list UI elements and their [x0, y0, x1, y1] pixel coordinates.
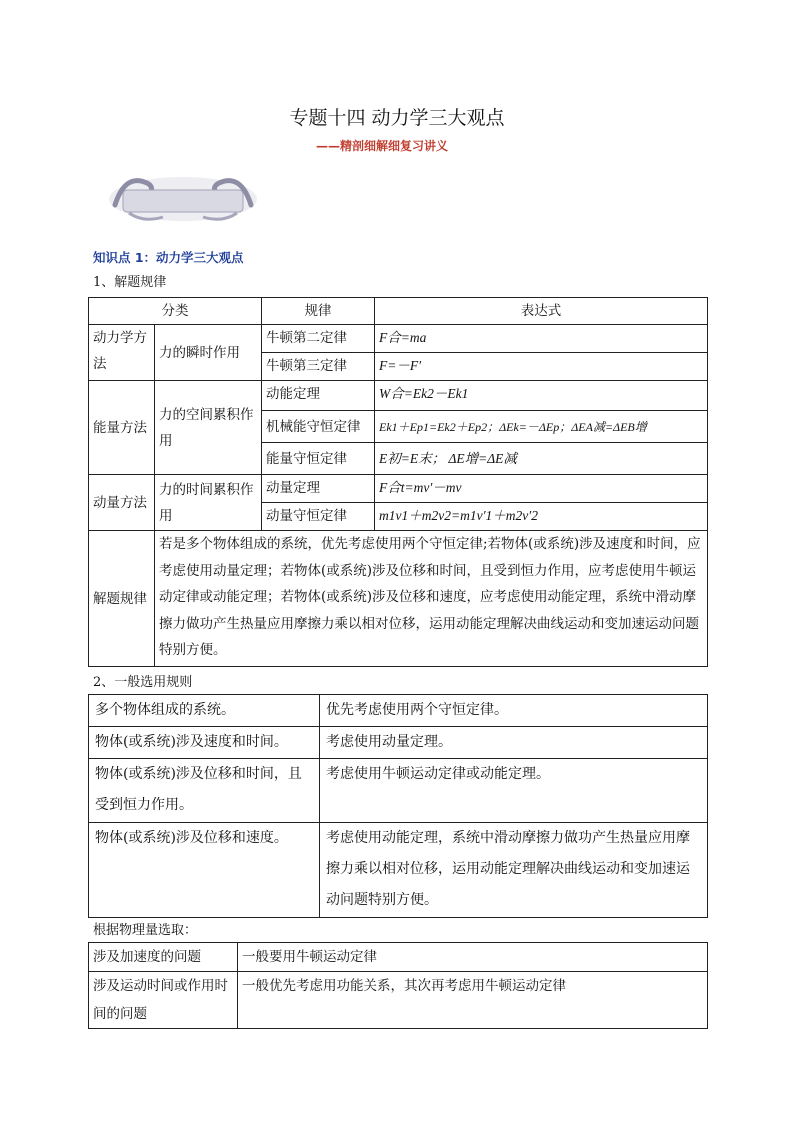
category-cell: 动力学方法 — [89, 325, 155, 381]
section2-title: 2、一般选用规则 — [93, 675, 193, 690]
header-law: 规律 — [262, 298, 375, 325]
rule-text-cell: 若是多个物体组成的系统，优先考虑使用两个守恒定律;若物体(或系统)涉及速度和时间，应考虑使用动量定理；若物体(或系统)涉及位移和时间，且受到恒力作用，应考虑使用牛顿运动定律或动能定理；若物体(或系统)涉及位移和速度，应考虑使用动能定理，系统中滑动摩擦力做功产生热量应用摩擦力乘以相对位移，运用动能定理解决曲线运动和变加速运动问题特别方便。 — [155, 531, 708, 667]
subcategory-cell: 力的空间累积作用 — [155, 381, 262, 475]
formula-cell: F合t=mv′－mv — [375, 475, 708, 503]
condition-cell: 涉及加速度的问题 — [89, 943, 238, 972]
law-cell: 牛顿第二定律 — [262, 325, 375, 353]
review-banner-logo — [103, 165, 263, 227]
law-cell: 动能定理 — [262, 381, 375, 411]
law-cell: 能量守恒定律 — [262, 443, 375, 475]
formula-cell: Ek1＋Ep1=Ek2＋Ep2；ΔEk=－ΔEp；ΔEA减=ΔEB增 — [375, 411, 708, 443]
quantity-selection-table — [88, 942, 708, 1029]
table-row — [89, 727, 708, 759]
selection-rules-table — [88, 694, 708, 918]
table-row — [89, 325, 708, 353]
table-row — [89, 943, 708, 972]
law-cell: 机械能守恒定律 — [262, 411, 375, 443]
table-row — [89, 381, 708, 411]
formula-cell: E初=E末； ΔE增=ΔE减 — [375, 443, 708, 475]
law-cell: 动量守恒定律 — [262, 503, 375, 531]
table-row — [89, 759, 708, 823]
table-row — [89, 823, 708, 918]
table-row — [89, 972, 708, 1029]
header-category: 分类 — [89, 298, 262, 325]
section3-title: 根据物理量选取： — [93, 923, 198, 938]
choice-cell: 考虑使用牛顿运动定律或动能定理。 — [320, 759, 708, 823]
section1-title: 1、解题规律 — [93, 275, 167, 290]
page-title: 专题十四 动力学三大观点 — [289, 107, 505, 129]
choice-cell: 一般要用牛顿运动定律 — [238, 943, 708, 972]
category-cell: 动量方法 — [89, 475, 155, 531]
subcategory-cell: 力的瞬时作用 — [155, 325, 262, 381]
formula-cell: F合=ma — [375, 325, 708, 353]
table-row — [89, 695, 708, 727]
table-row — [89, 531, 708, 667]
condition-cell: 物体(或系统)涉及位移和速度。 — [89, 823, 320, 918]
page-subtitle: ——精剖细解细复习讲义 — [316, 139, 449, 153]
law-cell: 牛顿第三定律 — [262, 353, 375, 381]
rule-label-cell: 解题规律 — [89, 531, 155, 667]
formula-cell: m1v1＋m2v2=m1v′1＋m2v′2 — [375, 503, 708, 531]
condition-cell: 物体(或系统)涉及位移和时间，且受到恒力作用。 — [89, 759, 320, 823]
condition-cell: 涉及运动时间或作用时间的问题 — [89, 972, 238, 1029]
law-cell: 动量定理 — [262, 475, 375, 503]
rules-table — [88, 297, 708, 667]
choice-cell: 一般优先考虑用功能关系，其次再考虑用牛顿运动定律 — [238, 972, 708, 1029]
choice-cell: 优先考虑使用两个守恒定律。 — [320, 695, 708, 727]
subcategory-cell: 力的时间累积作用 — [155, 475, 262, 531]
choice-cell: 考虑使用动能定理，系统中滑动摩擦力做功产生热量应用摩擦力乘以相对位移，运用动能定理解决曲线运动和变加速运动问题特别方便。 — [320, 823, 708, 918]
header-formula: 表达式 — [375, 298, 708, 325]
condition-cell: 多个物体组成的系统。 — [89, 695, 320, 727]
rules-table-header — [89, 298, 708, 325]
condition-cell: 物体(或系统)涉及速度和时间。 — [89, 727, 320, 759]
table-row — [89, 475, 708, 503]
formula-cell: W合=Ek2－Ek1 — [375, 381, 708, 411]
formula-cell: F=－F′ — [375, 353, 708, 381]
choice-cell: 考虑使用动量定理。 — [320, 727, 708, 759]
category-cell: 能量方法 — [89, 381, 155, 475]
knowledge-point-heading: 知识点 1：动力学三大观点 — [93, 250, 244, 265]
